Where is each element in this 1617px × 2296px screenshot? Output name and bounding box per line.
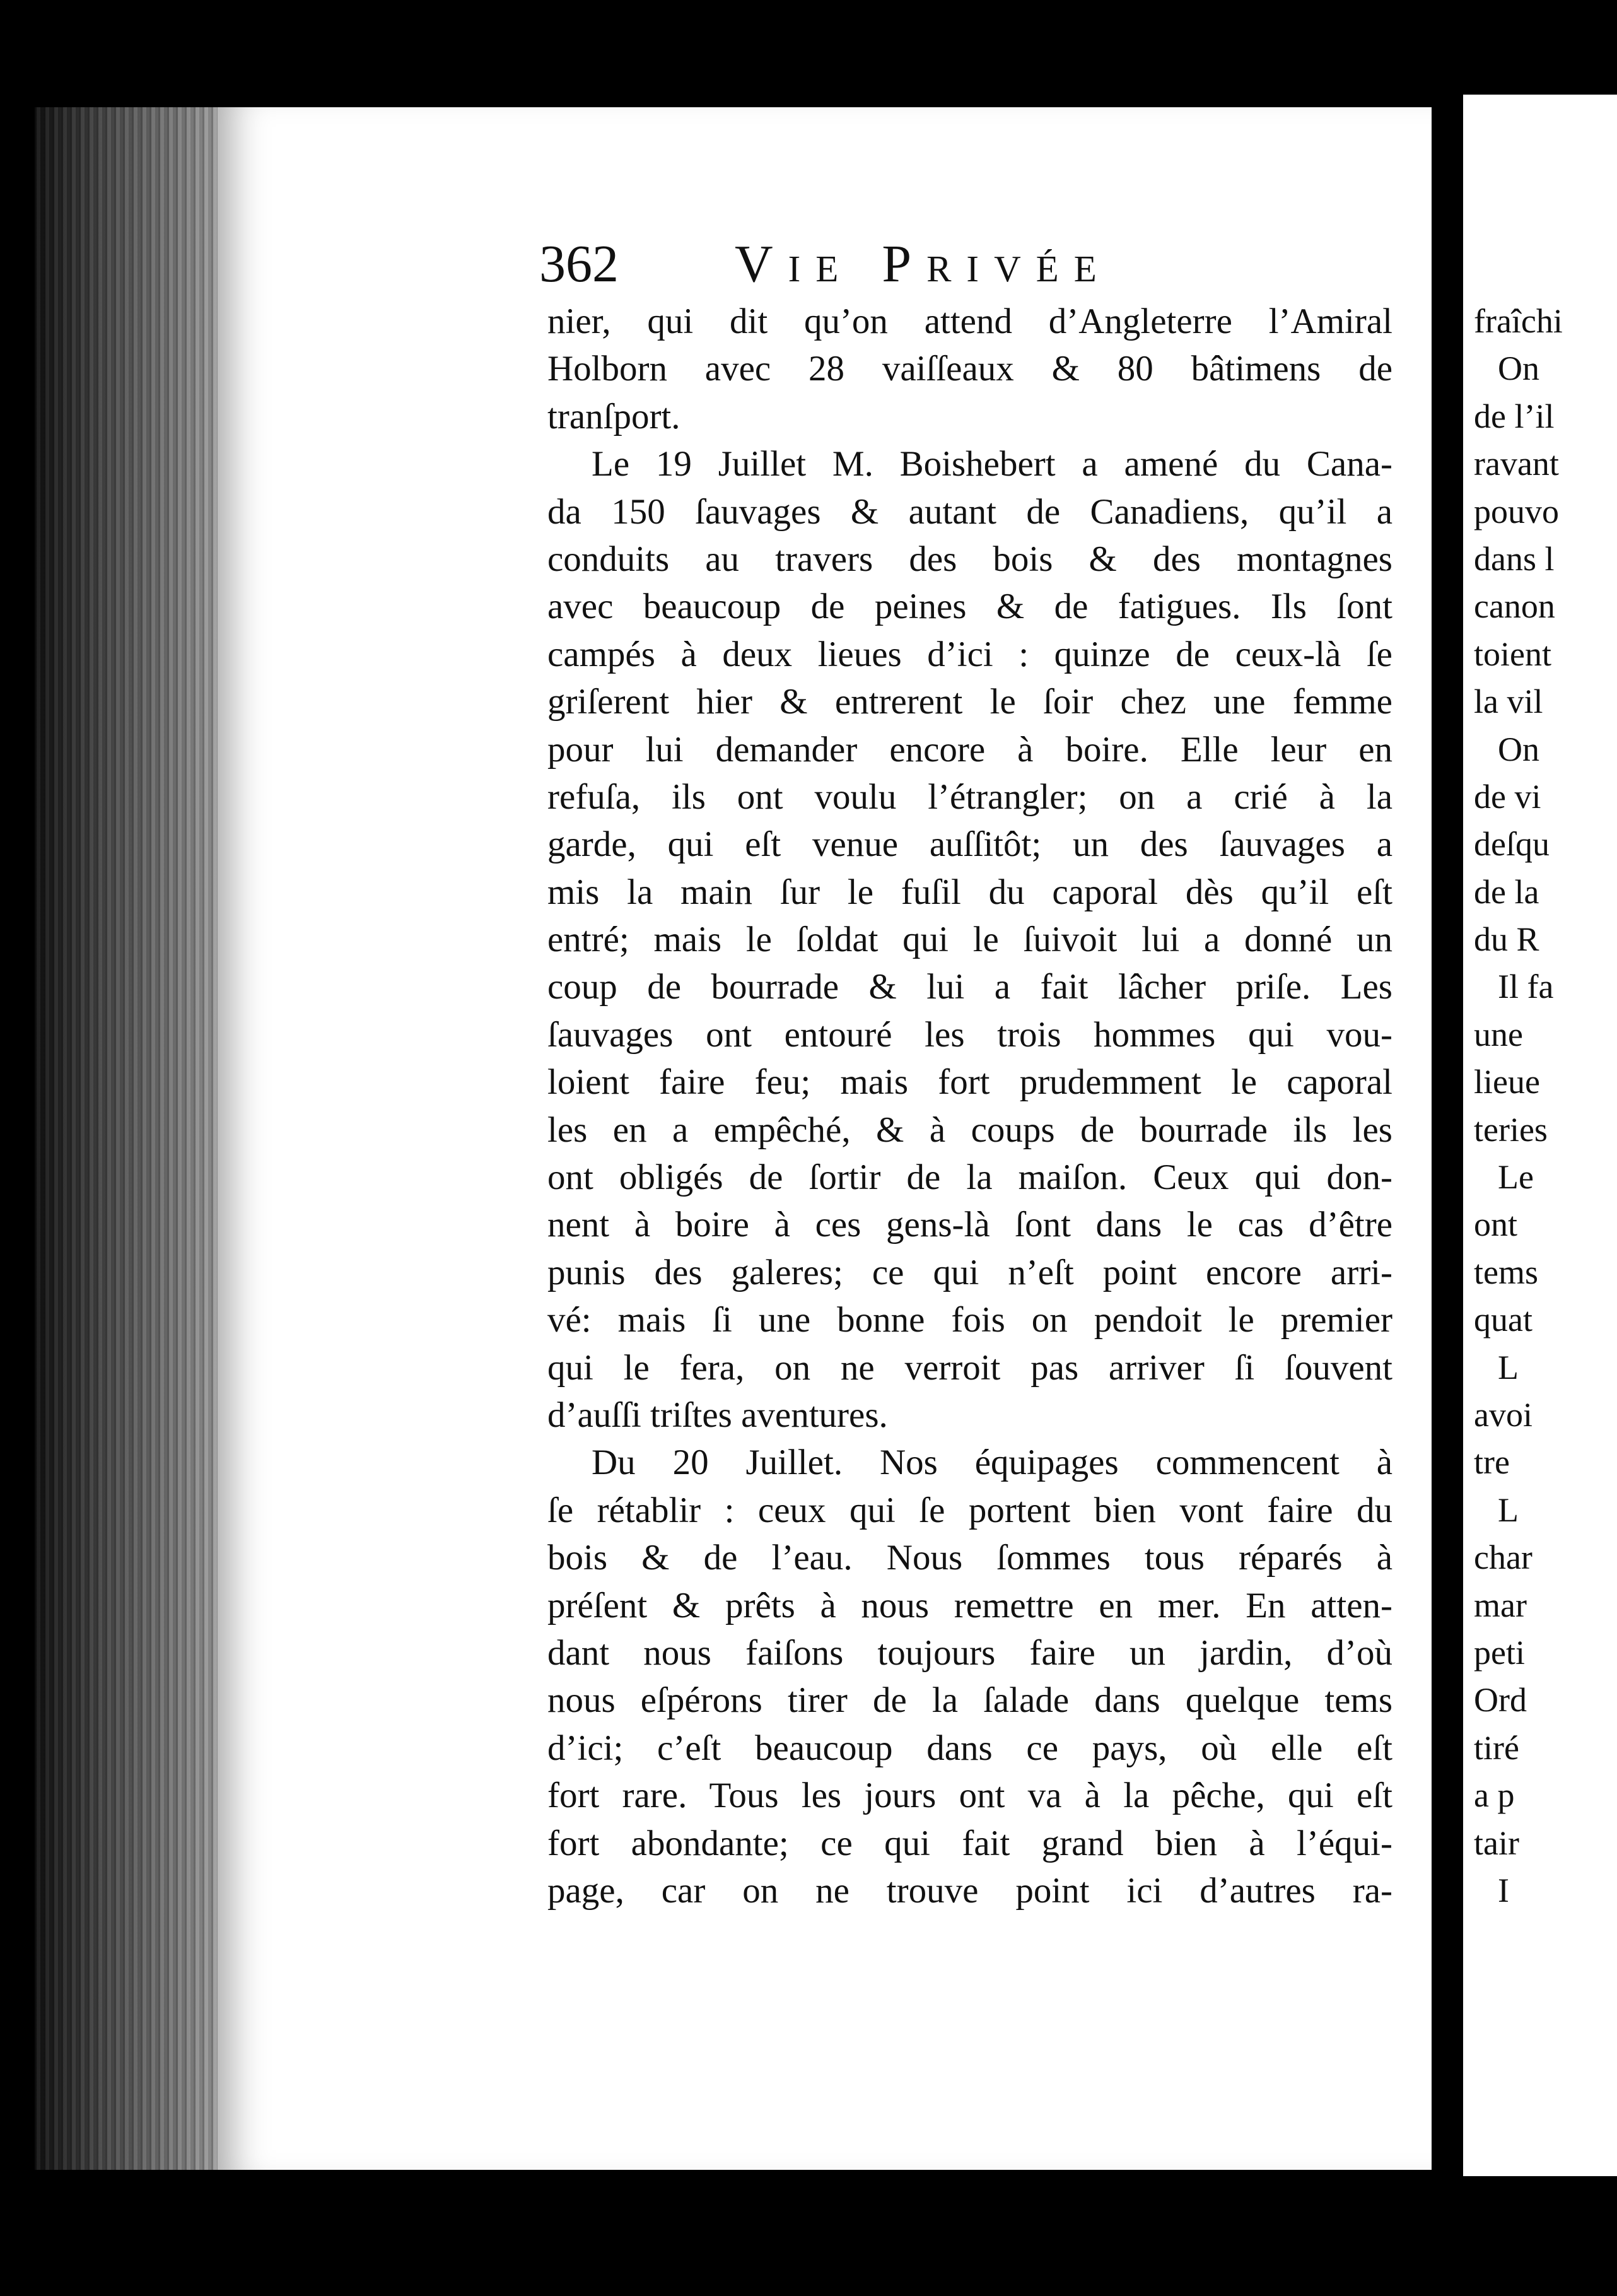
text-line: les en a empêché, & à coups de bourrade ils les <box>547 1110 1392 1150</box>
text-line: dans l <box>1474 539 1555 578</box>
text-line: coup de bourrade & lui a fait lâcher priſe. Les <box>547 967 1392 1007</box>
text-line: préſent & prêts à nous remettre en mer. En atten- <box>547 1585 1392 1625</box>
text-line: toient <box>1474 635 1551 673</box>
text-line: nier, qui dit qu’on attend d’Angleterre l’Amiral <box>547 302 1392 341</box>
text-line: ravant <box>1474 445 1559 483</box>
text-line: peti <box>1474 1633 1525 1672</box>
text-line: avec beaucoup de peines & de fatigues. Ils ſont <box>547 587 1392 627</box>
text-line: a p <box>1474 1776 1515 1815</box>
page-gutter <box>1432 95 1463 2176</box>
text-line: L <box>1498 1348 1519 1386</box>
text-line: refuſa, ils ont voulu l’étrangler; on a crié à la <box>547 776 1392 817</box>
text-line: canon <box>1474 587 1555 626</box>
text-line: deſqu <box>1474 825 1550 864</box>
book-spine-edge <box>35 107 224 2170</box>
text-line: de l’il <box>1474 397 1555 435</box>
text-line: fraîchi <box>1474 302 1563 340</box>
text-line: ſauvages ont entouré les trois hommes qui vou- <box>547 1014 1392 1055</box>
text-line: da 150 ſauvages & autant de Canadiens, qu’il a <box>547 491 1392 532</box>
text-line: punis des galeres; ce qui n’eſt point encore arri- <box>547 1252 1392 1292</box>
text-line: nent à boire à ces gens-là ſont dans le cas d’être <box>547 1205 1392 1245</box>
text-line: mar <box>1474 1586 1527 1624</box>
text-line: Il fa <box>1498 968 1554 1006</box>
text-line: tems <box>1474 1253 1538 1291</box>
text-line: teries <box>1474 1110 1548 1149</box>
text-line: la vil <box>1474 682 1543 721</box>
text-line: lieue <box>1474 1063 1540 1101</box>
text-line: de la <box>1474 872 1539 911</box>
text-line: du R <box>1474 920 1539 959</box>
text-line: dant nous faiſons toujours faire un jardin, d’où <box>547 1632 1392 1673</box>
text-line: char <box>1474 1538 1532 1577</box>
text-line: d’auſſi triſtes aventures. <box>547 1395 888 1435</box>
text-line: bois & de l’eau. Nous ſommes tous réparés à <box>547 1538 1392 1578</box>
text-line: tair <box>1474 1824 1519 1862</box>
text-line: ont obligés de ſortir de la maiſon. Ceux qui don- <box>547 1157 1392 1198</box>
text-line: ſe rétablir : ceux qui ſe portent bien vont faire du <box>547 1490 1392 1530</box>
text-line: nous eſpérons tirer de la ſalade dans quelque tems <box>547 1680 1392 1721</box>
text-line: page, car on ne trouve point ici d’autres ra- <box>547 1870 1392 1911</box>
text-line: quat <box>1474 1301 1532 1339</box>
text-line: Holborn avec 28 vaiſſeaux & 80 bâtimens de <box>547 349 1392 389</box>
text-line: ont <box>1474 1205 1518 1244</box>
page-edges-texture <box>35 107 224 2170</box>
text-line: qui le fera, on ne verroit pas arriver ſi ſouvent <box>547 1347 1392 1388</box>
text-line: avoi <box>1474 1395 1532 1434</box>
text-line: de vi <box>1474 777 1541 816</box>
left-page-body <box>547 298 1392 1914</box>
text-line: Le 19 Juillet M. Boishebert a amené du Cana- <box>592 444 1392 484</box>
text-line: mis la main ſur le fuſil du caporal dès qu’il eſt <box>547 872 1392 912</box>
text-line: griſerent hier & entrerent le ſoir chez une femme <box>547 682 1392 722</box>
text-line: pouvo <box>1474 492 1559 530</box>
text-line: tre <box>1474 1443 1510 1482</box>
text-line: tiré <box>1474 1728 1519 1767</box>
text-line: entré; mais le ſoldat qui le ſuivoit lui a donné un <box>547 920 1392 960</box>
text-line: Le <box>1498 1158 1534 1197</box>
text-line: vé: mais ſi une bonne fois on pendoit le premier <box>547 1300 1392 1340</box>
running-title: Vie Privée <box>735 235 1112 293</box>
text-line: Du 20 Juillet. Nos équipages commencent à <box>592 1443 1392 1483</box>
text-line: On <box>1498 349 1539 388</box>
text-line: campés à deux lieues d’ici : quinze de ceux-là ſe <box>547 634 1392 674</box>
text-line: garde, qui eſt venue auſſitôt; un des ſauvages a <box>547 824 1392 865</box>
text-line: fort abondante; ce qui fait grand bien à l’équi- <box>547 1823 1392 1863</box>
page-number: 362 <box>539 235 619 293</box>
text-line: Ord <box>1474 1681 1527 1719</box>
text-line: une <box>1474 1015 1523 1053</box>
text-line: loient faire feu; mais fort prudemment le caporal <box>547 1062 1392 1103</box>
text-line: fort rare. Tous les jours ont va à la pêche, qui eſt <box>547 1776 1392 1816</box>
right-page-body-fragment <box>1474 298 1617 1914</box>
text-line: tranſport. <box>547 396 680 436</box>
text-line: I <box>1498 1871 1509 1909</box>
text-line: On <box>1498 730 1539 768</box>
text-line: L <box>1498 1491 1519 1529</box>
text-line: pour lui demander encore à boire. Elle leur en <box>547 729 1392 770</box>
text-line: d’ici; c’eſt beaucoup dans ce pays, où elle eſt <box>547 1728 1392 1768</box>
text-line: conduits au travers des bois & des montagnes <box>547 539 1392 579</box>
